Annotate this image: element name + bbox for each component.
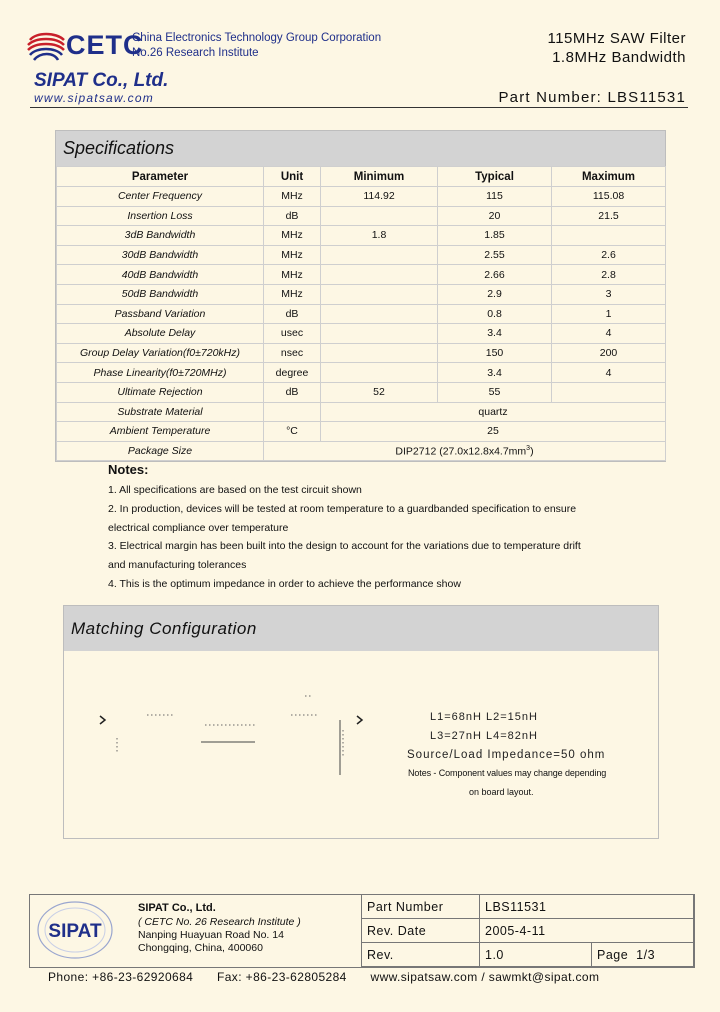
max-cell [552,226,666,246]
typ-cell: 3.4 [438,363,552,383]
typ-cell: 150 [438,343,552,363]
rev-date-label: Rev. Date [362,919,480,943]
unit-cell: MHz [264,226,321,246]
cetc-logo-icon [26,30,66,64]
value-cell: 25 [321,422,666,442]
parameter-cell: Ultimate Rejection [57,382,264,402]
max-cell [552,382,666,402]
phone-number: Phone: +86-23-62920684 [48,970,194,984]
package-size-text: DIP2712 (27.0x12.8x4.7mm [395,445,527,458]
footer-institute: ( CETC No. 26 Research Institute ) [138,916,301,928]
max-cell: 4 [552,324,666,344]
min-cell [321,206,438,226]
footer-address: Nanping Huayuan Road No. 14 [138,929,284,941]
min-cell [321,363,438,383]
typ-cell: 2.66 [438,265,552,285]
notes-list [108,481,668,594]
unit-cell: dB [264,382,321,402]
footer-city: Chongqing, China, 400060 [138,942,263,954]
max-cell: 2.6 [552,245,666,265]
table-row [57,324,666,344]
note-line: 4. This is the optimum impedance in order to achieve the performance show [108,577,461,590]
brand-name: CETC [66,30,144,60]
typ-cell: 115 [438,187,552,207]
column-header: Unit [264,167,321,187]
typ-cell: 20 [438,206,552,226]
parameter-cell: 3dB Bandwidth [57,226,264,246]
package-size-close: ) [530,445,534,458]
typ-cell: 2.9 [438,284,552,304]
output-arrow-icon [357,716,362,724]
parameter-cell: Ambient Temperature [57,422,264,442]
component-note-line2: on board layout. [469,787,534,797]
rev-date: 2005-4-11 [480,919,694,943]
input-arrow-icon [100,716,105,724]
sipat-logo-icon [34,898,116,962]
note-line: and manufacturing tolerances [108,559,247,572]
table-row [57,265,666,285]
table-row [57,304,666,324]
typ-cell: 55 [438,382,552,402]
doc-info-table [361,894,694,967]
typ-cell: 3.4 [438,324,552,344]
typ-cell: 1.85 [438,226,552,246]
unit-cell: dB [264,206,321,226]
column-header: Typical [438,167,552,187]
parameter-cell: Passband Variation [57,304,264,324]
value-cell: quartz [321,402,666,422]
contact-line [48,970,619,984]
package-size-sup: 3 [526,444,531,452]
min-cell [321,265,438,285]
unit-cell: dB [264,304,321,324]
inductor-values-1: L1=68nH L2=15nH [430,711,538,723]
parameter-cell: 40dB Bandwidth [57,265,264,285]
header-part-number [498,89,686,106]
max-cell: 21.5 [552,206,666,226]
unit-cell: MHz [264,187,321,207]
min-cell [321,324,438,344]
product-title: 115MHz SAW Filter [547,30,686,47]
column-header: Parameter [57,167,264,187]
page-label: Page [597,947,629,962]
table-row [57,382,666,402]
table-row [362,895,694,919]
parameter-cell: Phase Linearity(f0±720MHz) [57,363,264,383]
unit-cell: MHz [264,245,321,265]
typ-cell: 0.8 [438,304,552,324]
table-row [57,402,666,422]
table-row [57,226,666,246]
min-cell: 52 [321,382,438,402]
table-header-row [57,167,666,187]
institute-name: No.26 Research Institute [132,47,259,59]
footer-doc-info [361,894,693,966]
specifications-title: Specifications [56,131,665,166]
specifications-section [55,130,666,462]
matching-circuit-diagram [95,690,375,790]
max-cell: 200 [552,343,666,363]
specifications-table [56,166,666,461]
part-number-value: LBS11531 [607,89,686,106]
parameter-cell: Package Size [57,441,264,461]
max-cell: 2.8 [552,265,666,285]
sipat-logo-text: SIPAT [48,921,102,942]
notes-title: Notes: [108,462,149,477]
page-value: 1/3 [636,947,656,962]
note-line: 3. Electrical margin has been built into the design to account for the variations due to temperature drift [108,540,581,553]
min-cell [321,284,438,304]
unit-cell: degree [264,363,321,383]
table-row [57,343,666,363]
table-row [57,284,666,304]
product-subtitle: 1.8MHz Bandwidth [552,49,686,66]
unit-cell: °C [264,422,321,442]
web-email-link[interactable]: www.sipatsaw.com / sawmkt@sipat.com [370,970,600,984]
note-line: 1. All specifications are based on the test circuit shown [108,484,362,496]
min-cell: 1.8 [321,226,438,246]
max-cell: 1 [552,304,666,324]
table-row [57,206,666,226]
parameter-cell: Substrate Material [57,402,264,422]
doc-part-number: LBS11531 [480,895,694,919]
parameter-cell: Center Frequency [57,187,264,207]
max-cell: 4 [552,363,666,383]
column-header: Maximum [552,167,666,187]
parameter-cell: 30dB Bandwidth [57,245,264,265]
fax-number: Fax: +86-23-62805284 [217,970,347,984]
column-header: Minimum [321,167,438,187]
company-name: SIPAT Co., Ltd. [34,70,169,91]
table-row [57,245,666,265]
unit-cell: usec [264,324,321,344]
component-note-line1: Notes - Component values may change depending [408,768,607,778]
parameter-cell: Insertion Loss [57,206,264,226]
parameter-cell: Group Delay Variation(f0±720kHz) [57,343,264,363]
min-cell: 114.92 [321,187,438,207]
table-row [57,187,666,207]
note-line: electrical compliance over temperature [108,521,289,534]
typ-cell: 2.55 [438,245,552,265]
table-row [57,363,666,383]
min-cell [321,304,438,324]
matching-title: Matching Configuration [64,606,658,651]
inductor-values-2: L3=27nH L4=82nH [430,730,538,742]
rev-label: Rev. [362,943,480,967]
website-link[interactable]: www.sipatsaw.com [34,91,154,105]
footer-company: SIPAT Co., Ltd. [138,902,216,914]
parameter-cell: Absolute Delay [57,324,264,344]
unit-cell: MHz [264,265,321,285]
min-cell [321,245,438,265]
min-cell [321,343,438,363]
note-line: 2. In production, devices will be tested at room temperature to a guardbanded specification to ensure [108,502,577,515]
header-divider [30,107,688,108]
unit-cell [264,402,321,422]
package-size-cell [264,441,666,461]
max-cell: 3 [552,284,666,304]
org-name: China Electronics Technology Group Corporation [132,32,382,44]
rev-value: 1.0 [480,943,592,967]
table-row [57,441,666,461]
unit-cell: MHz [264,284,321,304]
table-row [57,422,666,442]
page-indicator [592,943,694,967]
parameter-cell: 50dB Bandwidth [57,284,264,304]
table-row [362,943,694,967]
doc-part-number-label: Part Number [362,895,480,919]
max-cell: 115.08 [552,187,666,207]
notes-section [108,462,668,594]
unit-cell: nsec [264,343,321,363]
source-load-impedance: Source/Load Impedance=50 ohm [407,749,606,761]
part-number-label: Part Number: [498,89,603,106]
table-row [362,919,694,943]
